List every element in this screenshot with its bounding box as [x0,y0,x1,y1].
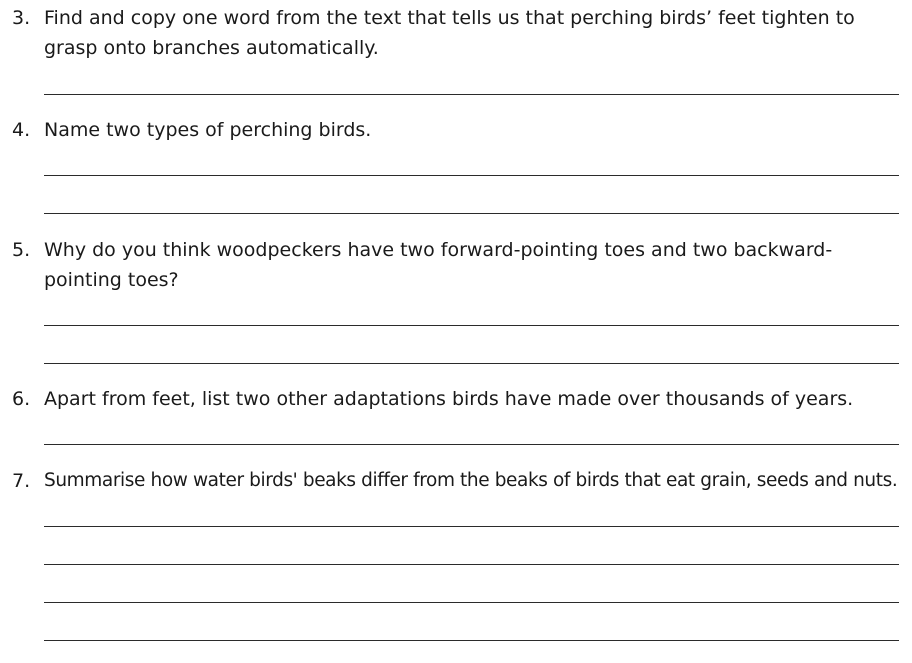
answer-line[interactable] [44,564,899,565]
answer-line[interactable] [44,175,899,176]
question-number: 4. [12,119,31,141]
question-number: 6. [12,388,31,410]
question-text-line-1: Apart from feet, list two other adaptations birds have made over thousands of years. [44,388,854,410]
answer-line[interactable] [44,640,899,641]
question-text-line-2: grasp onto branches automatically. [44,37,379,59]
question-text-line-2: pointing toes? [44,269,179,291]
answer-line[interactable] [44,213,899,214]
answer-line[interactable] [44,602,899,603]
question-text-line-1: Summarise how water birds' beaks differ from the beaks of birds that eat grain, seeds and nuts. [44,470,898,491]
question-number: 7. [12,470,31,492]
question-text-line-1: Name two types of perching birds. [44,119,372,141]
answer-line[interactable] [44,526,899,527]
answer-line[interactable] [44,444,899,445]
answer-line[interactable] [44,94,899,95]
question-text-line-1: Why do you think woodpeckers have two forward-pointing toes and two backward- [44,239,833,261]
question-number: 5. [12,239,31,261]
answer-line[interactable] [44,363,899,364]
answer-line[interactable] [44,325,899,326]
question-text-line-1: Find and copy one word from the text that tells us that perching birds’ feet tighten to [44,7,855,29]
question-number: 3. [12,7,31,29]
